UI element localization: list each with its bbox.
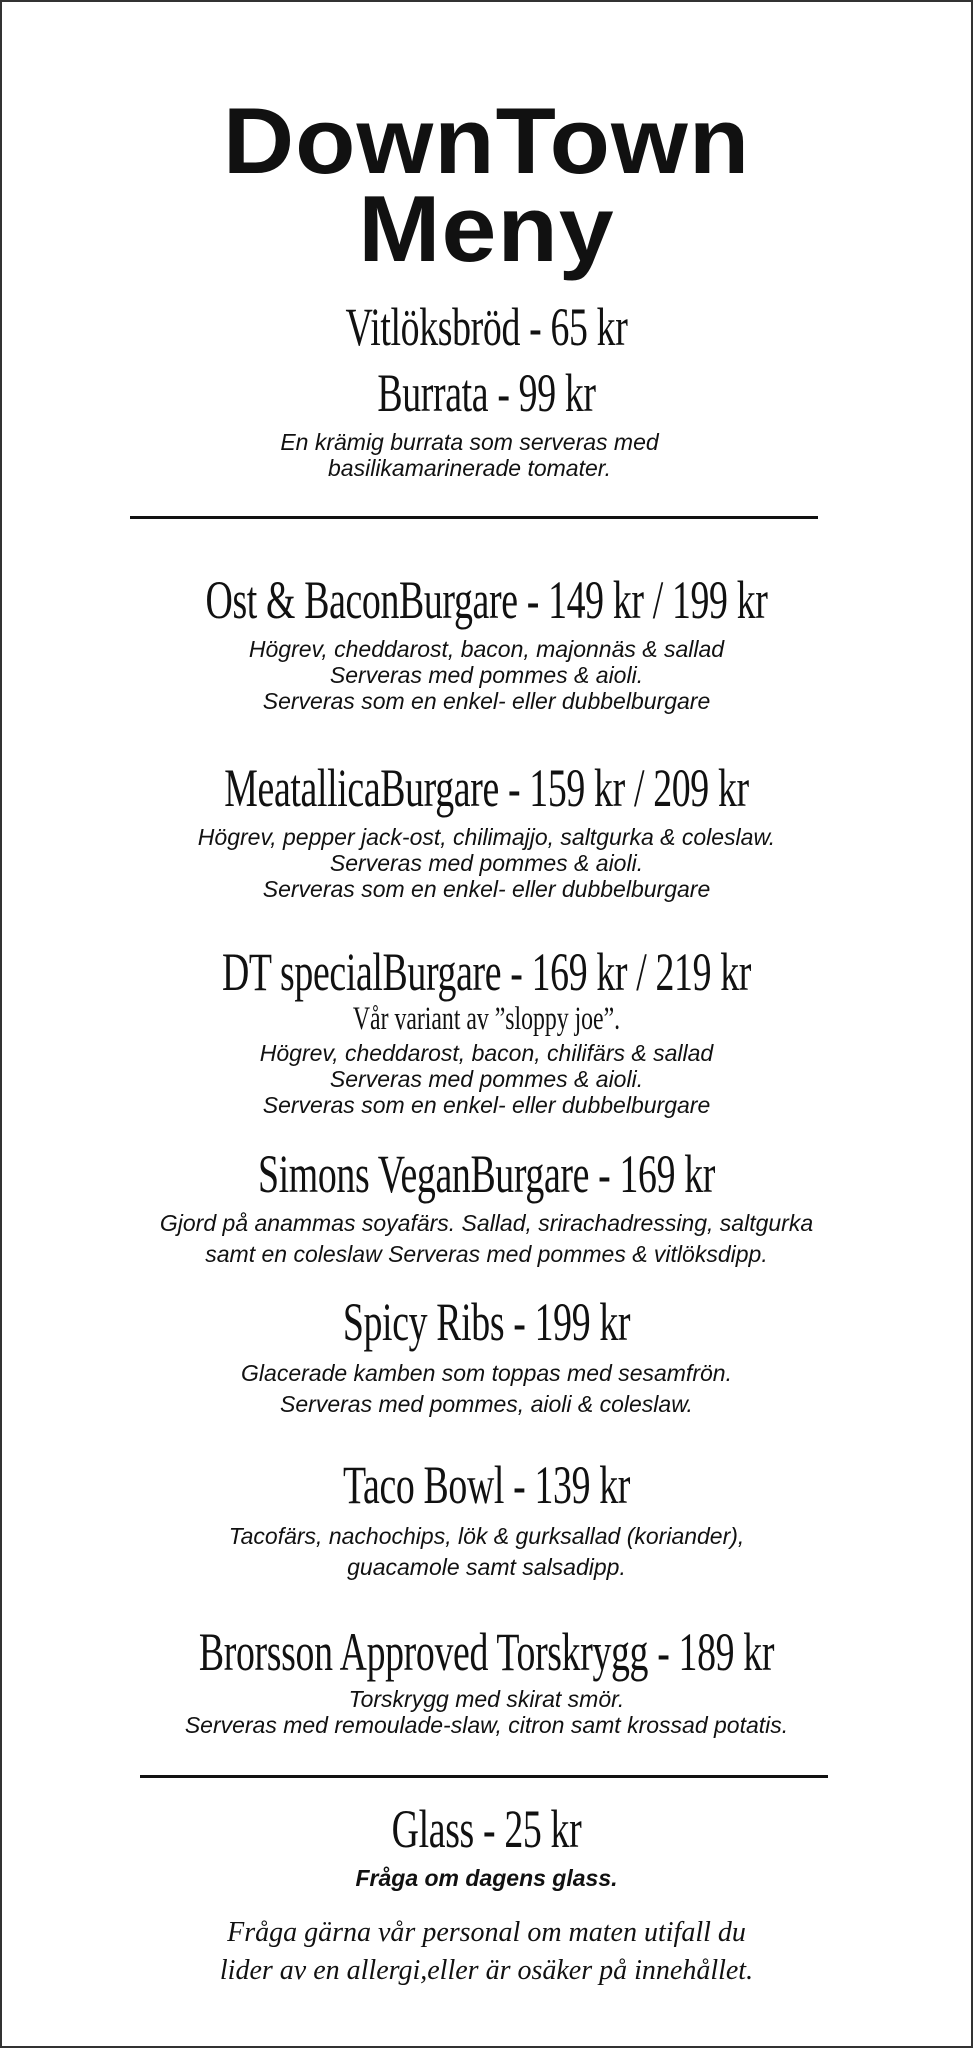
dish-subtitle: Vår variant av ”sloppy joe”. bbox=[352, 1001, 621, 1037]
footer-line: lider av en allergi,eller är osäker på innehållet. bbox=[219, 1955, 754, 1986]
desc-line: Högrev, pepper jack-ost, chilimajjo, saltgurka & coleslaw. bbox=[197, 824, 776, 850]
vitloksbrod-heading: Vitlöksbröd - 65 kr bbox=[345, 297, 628, 357]
desc-line: Glacerade kamben som toppas med sesamfrön. bbox=[241, 1360, 732, 1386]
desc-line: Serveras som en enkel- eller dubbelburgare bbox=[262, 688, 711, 714]
desc-line: Serveras med pommes & aioli. bbox=[329, 850, 644, 876]
desc-line: Serveras med pommes, aioli & coleslaw. bbox=[280, 1391, 693, 1417]
desc-line: Högrev, cheddarost, bacon, majonnäs & sallad bbox=[248, 636, 725, 662]
desc-line: Serveras med pommes & aioli. bbox=[329, 662, 644, 688]
title-line-1: DownTown bbox=[222, 88, 751, 193]
dish-brorsson bbox=[2, 1622, 971, 1738]
glass-heading: Glass - 25 kr bbox=[391, 1799, 582, 1859]
divider-top bbox=[130, 516, 818, 519]
dish-heading: Brorsson Approved Torskrygg - 189 kr bbox=[198, 1622, 775, 1682]
dish-ost-bacon bbox=[2, 570, 971, 714]
starters-section bbox=[2, 297, 971, 481]
desc-line: Tacofärs, nachochips, lök & gurksallad (koriander), bbox=[228, 1523, 745, 1549]
dish-dt-special bbox=[2, 942, 971, 1118]
desc-line: guacamole samt salsadipp. bbox=[347, 1554, 626, 1580]
desc-line: samt en coleslaw Serveras med pommes & vitlöksdipp. bbox=[205, 1241, 768, 1267]
desc-line: Serveras som en enkel- eller dubbelburgare bbox=[262, 876, 711, 902]
divider-bottom bbox=[140, 1775, 828, 1778]
dish-spicy-ribs bbox=[2, 1292, 971, 1420]
dish-heading: Simons VeganBurgare - 169 kr bbox=[257, 1144, 716, 1204]
menu-title bbox=[0, 2, 973, 281]
glass-description: Fråga om dagens glass. bbox=[355, 1865, 618, 1891]
dish-simons-vegan bbox=[2, 1144, 971, 1270]
dish-heading: MeatallicaBurgare - 159 kr / 209 kr bbox=[224, 758, 749, 818]
dish-heading: Ost & BaconBurgare - 149 kr / 199 kr bbox=[205, 570, 768, 630]
allergy-note bbox=[2, 1914, 971, 1990]
title-line-2: Meny bbox=[358, 176, 615, 281]
desc-line: Serveras med pommes & aioli. bbox=[329, 1066, 644, 1092]
dish-heading: DT specialBurgare - 169 kr / 219 kr bbox=[221, 942, 752, 1002]
desc-line: Serveras som en enkel- eller dubbelburgare bbox=[262, 1092, 711, 1118]
burrata-description bbox=[0, 429, 954, 481]
desc-line: Gjord på anammas soyafärs. Sallad, srirachadressing, saltgurka bbox=[159, 1210, 814, 1236]
dish-meatallica bbox=[2, 758, 971, 902]
dish-heading: Spicy Ribs - 199 kr bbox=[342, 1292, 631, 1352]
dish-heading: Taco Bowl - 139 kr bbox=[342, 1455, 631, 1515]
dish-taco-bowl bbox=[2, 1455, 971, 1583]
desc-line: Torskrygg med skirat smör. bbox=[348, 1686, 625, 1712]
footer-line: Fråga gärna vår personal om maten utifall du bbox=[227, 1917, 746, 1948]
desc-line: Serveras med remoulade-slaw, citron samt krossad potatis. bbox=[184, 1712, 789, 1738]
burrata-heading: Burrata - 99 kr bbox=[377, 363, 596, 423]
dessert-section bbox=[2, 1799, 971, 1891]
desc-line: Högrev, cheddarost, bacon, chilifärs & sallad bbox=[259, 1040, 714, 1066]
desc-line: En krämig burrata som serveras med bbox=[280, 429, 659, 455]
desc-line: basilikamarinerade tomater. bbox=[328, 455, 611, 481]
